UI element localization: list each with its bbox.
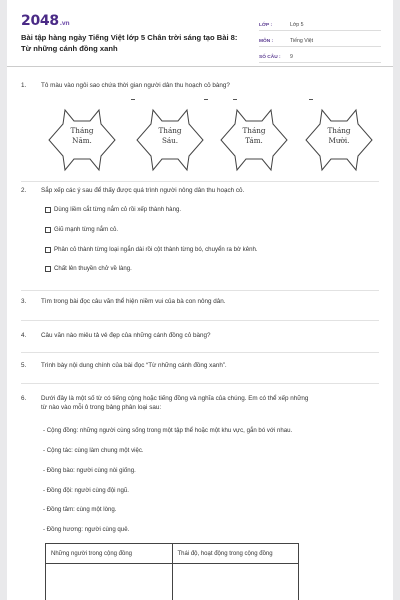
- tick-mark: [131, 99, 135, 100]
- option-1[interactable]: Dùng liềm cắt từng nắm cỏ rồi xếp thành hàng.: [45, 206, 181, 213]
- meta-label: SỐ CÂU :: [259, 54, 281, 60]
- question-3: [21, 297, 381, 306]
- question-number: 6.: [21, 395, 27, 402]
- checkbox-icon[interactable]: [45, 227, 51, 233]
- meta-row-count: [259, 48, 381, 63]
- question-text: Sắp xếp các ý sau để thấy được quá trình người nông dân thu hoạch cỏ.: [41, 187, 245, 194]
- option-4[interactable]: Chất lên thuyền chở về làng.: [45, 265, 132, 272]
- tick-mark: [233, 99, 237, 100]
- table-cell[interactable]: [46, 564, 173, 600]
- meta-row-class: [259, 16, 381, 31]
- tick-mark: [204, 99, 208, 100]
- question-divider: [21, 181, 379, 182]
- question-number: 3.: [21, 298, 27, 305]
- question-number: 5.: [21, 362, 27, 369]
- question-text: Trình bày nội dung chính của bài đọc “Từ những cánh đồng xanh”.: [41, 362, 227, 369]
- checkbox-icon[interactable]: [45, 207, 51, 213]
- meta-label: MÔN :: [259, 38, 274, 44]
- word-definition: - Cộng tác: cùng làm chung một việc.: [43, 447, 144, 454]
- question-divider: [21, 383, 379, 384]
- word-definition: - Đồng bào: người cùng nòi giống.: [43, 467, 136, 474]
- question-divider: [21, 320, 379, 321]
- option-2[interactable]: Giũ mạnh từng nắm cỏ.: [45, 226, 118, 233]
- page-title: Bài tập hàng ngày Tiếng Việt lớp 5 Chân trời sáng tạo Bài 8: Từ những cánh đồng xanh: [21, 33, 238, 53]
- question-number: 4.: [21, 332, 27, 339]
- table-cell[interactable]: [172, 564, 299, 600]
- meta-value: 9: [290, 53, 293, 60]
- star-option-august[interactable]: [215, 104, 293, 176]
- question-5: [21, 361, 381, 370]
- table-header: Thái độ, hoạt động trong cộng đồng: [172, 544, 299, 564]
- brand-logo[interactable]: 2048.vn: [21, 13, 70, 29]
- star-label: Tháng Tám.: [242, 126, 266, 145]
- classification-table: [45, 543, 299, 600]
- question-2: [21, 186, 381, 195]
- question-6: [21, 394, 381, 412]
- meta-row-subject: [259, 32, 381, 47]
- worksheet-page: [7, 0, 393, 600]
- star-option-october[interactable]: [300, 104, 378, 176]
- question-text: Tìm trong bài đọc câu văn thể hiện niềm vui của bà con nông dân.: [41, 298, 226, 305]
- question-4: [21, 331, 381, 340]
- word-definition: - Đồng tâm: cùng một lòng.: [43, 506, 117, 513]
- question-text: Câu văn nào miêu tả vẻ đẹp của những cánh đồng cỏ bàng?: [41, 332, 211, 339]
- tick-mark: [309, 99, 313, 100]
- meta-value: Lớp 5: [290, 21, 304, 28]
- star-label: Tháng Sáu.: [158, 126, 182, 145]
- header-divider: [7, 66, 393, 67]
- question-divider: [21, 352, 379, 353]
- question-divider: [21, 290, 379, 291]
- star-option-may[interactable]: [43, 104, 121, 176]
- question-text: Tô màu vào ngôi sao chứa thời gian người dân thu hoạch cỏ bàng?: [41, 82, 230, 89]
- question-text: Dưới đây là một số từ có tiếng cộng hoặc tiếng đồng và nghĩa của chúng. Em có thể xếp những từ nào vào mỗi ô trong bảng phân loại sau:: [41, 395, 309, 411]
- meta-label: LỚP :: [259, 22, 273, 28]
- star-options: [43, 104, 379, 176]
- word-definition: - Cộng đồng: những người cùng sống trong một tập thể hoặc một khu vực, gắn bó với nhau.: [43, 427, 293, 434]
- option-3[interactable]: Phân cỏ thành từng loại ngắn dài rồi cột thành từng bó, chuyển ra bờ kênh.: [45, 246, 258, 253]
- question-number: 1.: [21, 82, 27, 89]
- meta-panel: [259, 16, 381, 64]
- star-label: Tháng Năm.: [70, 126, 94, 145]
- star-label: Tháng Mười.: [327, 126, 351, 145]
- word-definition: - Đồng đội: người cùng đội ngũ.: [43, 487, 129, 494]
- checkbox-icon[interactable]: [45, 266, 51, 272]
- meta-value: Tiếng Việt: [290, 37, 314, 44]
- word-definition: - Đồng hương: người cùng quê.: [43, 526, 130, 533]
- checkbox-icon[interactable]: [45, 247, 51, 253]
- table-header: Những người trong cộng đồng: [46, 544, 173, 564]
- star-option-june[interactable]: [131, 104, 209, 176]
- question-number: 2.: [21, 187, 27, 194]
- question-1: [21, 81, 381, 90]
